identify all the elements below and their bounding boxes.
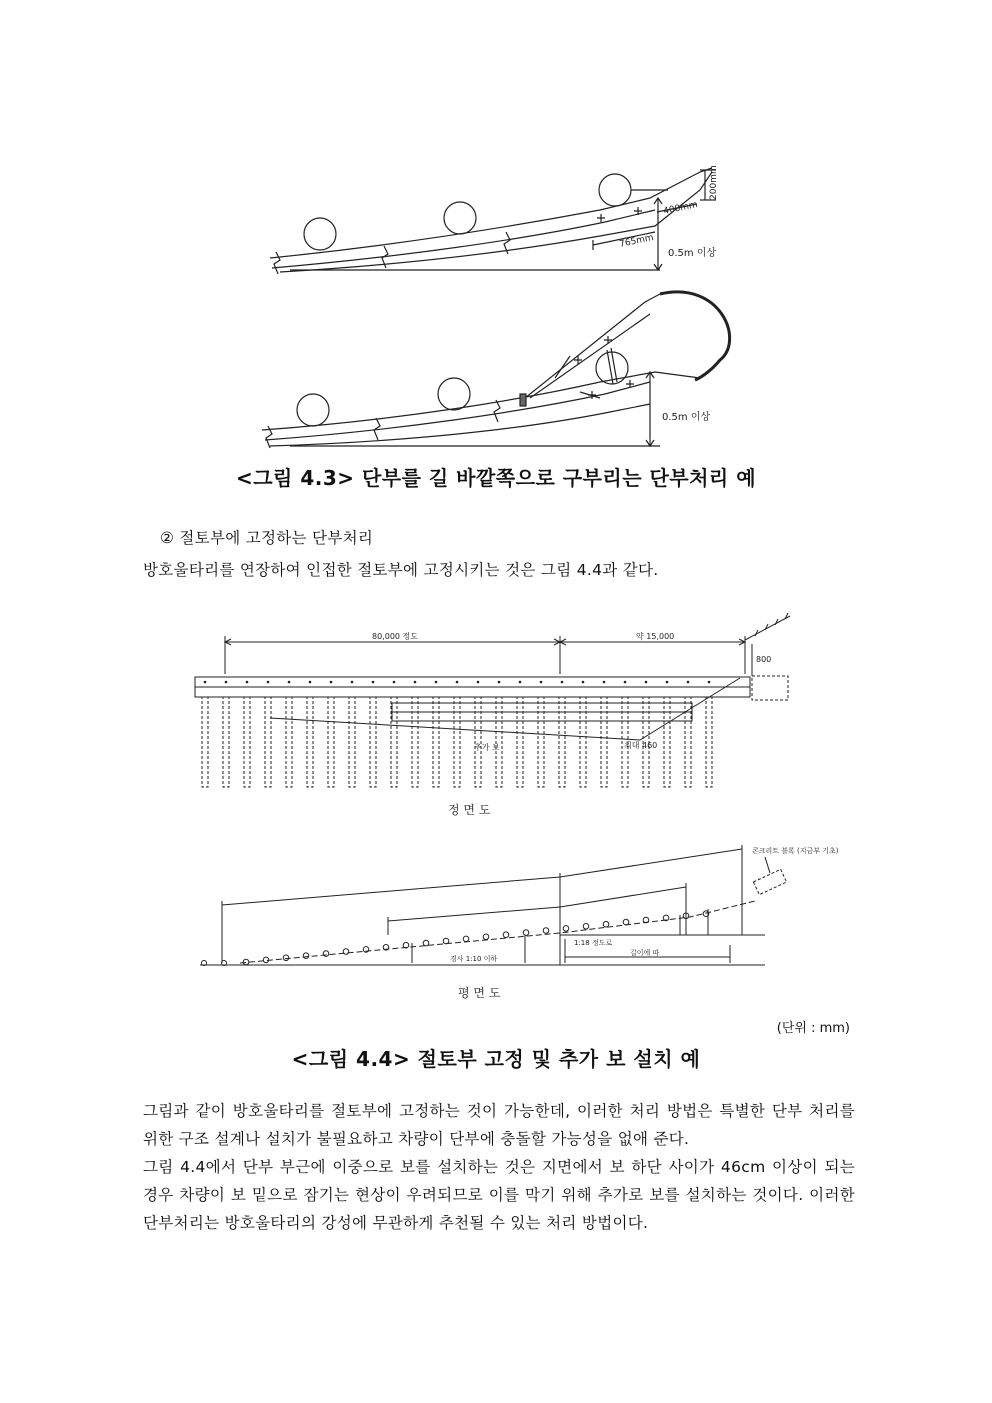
front-bolt	[498, 681, 501, 684]
plan-length-label: 길이에 따	[630, 949, 660, 957]
body-paragraph-1: 그림과 같이 방호울타리를 절토부에 고정하는 것이 가능한데, 이러한 처리 방법은 특별한 단부 처리를 위한 구조 설계나 설치가 불필요하고 차량이 단부에 충돌할 가능성을 없애 준다.	[143, 1102, 855, 1148]
plan-post	[603, 921, 609, 927]
plan-slope-label: 경사 1:10 이하	[450, 955, 498, 963]
front-bolt	[582, 681, 585, 684]
front-bolt	[561, 681, 564, 684]
front-bolt	[414, 681, 417, 684]
plan-post	[583, 924, 589, 930]
front-view-title: 정 면 도	[448, 803, 491, 817]
front-post	[496, 697, 502, 787]
plan-post	[423, 940, 429, 946]
front-post	[706, 697, 712, 787]
front-post	[580, 697, 586, 787]
plan-anchor-label: 콘크리트 블록 (지금부 기초)	[752, 847, 839, 855]
dim-200-label: 200mm	[709, 165, 719, 200]
plan-view-title: 평 면 도	[458, 986, 501, 1000]
front-post	[370, 697, 376, 787]
plan-post	[483, 934, 489, 940]
front-bolt	[246, 681, 249, 684]
height-label-bottom: 0.5m 이상	[662, 412, 711, 423]
front-bolt	[477, 681, 480, 684]
front-max-label: 최대 460	[624, 741, 658, 750]
plan-post	[623, 919, 629, 925]
front-bolt	[435, 681, 438, 684]
intro-text: 방호울타리를 연장하여 인접한 절토부에 고정시키는 것은 그림 4.4과 같다.	[143, 561, 659, 579]
figure-4-4-caption: <그림 4.4> 절토부 고정 및 추가 보 설치 예	[291, 1047, 701, 1071]
front-extra-beam-label: 추가 보	[474, 743, 500, 752]
plan-118-label: 1:18 정도로	[574, 939, 613, 947]
front-post	[559, 697, 565, 787]
plan-post	[243, 959, 249, 965]
unit-note: (단위 : mm)	[776, 1021, 850, 1036]
front-bolt	[225, 681, 228, 684]
front-bolt	[309, 681, 312, 684]
figure-4-3-bottom-drawing	[262, 292, 730, 448]
front-post	[475, 697, 481, 787]
body-paragraph-2: 그림 4.4에서 단부 부근에 이중으로 보를 설치하는 것은 지면에서 보 하단 사이가 46cm 이상이 되는 경우 차량이 보 밑으로 잠기는 현상이 우려되므로 이를 막기 위해 추가로 보를 설치하는 것이다. 이러한 단부처리는 방호울타리의 강성에 무관하게 추천될 수 있는 처리 방법이다.	[143, 1158, 855, 1232]
front-bolt	[687, 681, 690, 684]
front-post	[223, 697, 229, 787]
front-bolt	[288, 681, 291, 684]
front-post	[307, 697, 313, 787]
front-bolt	[204, 681, 207, 684]
front-bolt	[330, 681, 333, 684]
section-heading: ② 절토부에 고정하는 단부처리	[160, 529, 374, 547]
front-post	[454, 697, 460, 787]
front-post	[265, 697, 271, 787]
front-bolt	[603, 681, 606, 684]
dim-765-label: 765mm	[618, 232, 655, 250]
plan-post	[303, 953, 309, 959]
front-post	[601, 697, 607, 787]
plan-post	[323, 951, 329, 957]
front-post	[202, 697, 208, 787]
front-dim-800-label: 800	[756, 655, 772, 664]
front-bolt	[540, 681, 543, 684]
plan-post	[523, 930, 529, 936]
plan-post	[463, 936, 469, 942]
front-post	[244, 697, 250, 787]
figure-4-4-front-view	[0, 600, 992, 830]
front-bolt	[666, 681, 669, 684]
front-bolt	[393, 681, 396, 684]
plan-post	[443, 938, 449, 944]
front-bolt	[519, 681, 522, 684]
front-post	[412, 697, 418, 787]
front-bolt	[645, 681, 648, 684]
front-bolt	[372, 681, 375, 684]
figure-4-3	[0, 0, 992, 470]
figure-4-3-caption: <그림 4.3> 단부를 길 바깥쪽으로 구부리는 단부처리 예	[235, 466, 757, 490]
front-post	[664, 697, 670, 787]
height-label-top: 0.5m 이상	[668, 248, 717, 259]
front-post	[433, 697, 439, 787]
front-post	[538, 697, 544, 787]
front-bolt	[267, 681, 270, 684]
front-dim-right-label: 약 15,000	[636, 632, 675, 641]
front-bolt	[708, 681, 711, 684]
plan-post	[543, 928, 549, 934]
front-bolt	[624, 681, 627, 684]
dim-400-label: 400mm	[662, 199, 699, 217]
plan-post	[503, 932, 509, 938]
front-post	[517, 697, 523, 787]
front-bolt	[351, 681, 354, 684]
plan-post	[563, 926, 569, 932]
figure-4-4-plan-view	[0, 835, 992, 1005]
plan-post	[343, 949, 349, 955]
plan-post	[283, 955, 289, 961]
front-post	[286, 697, 292, 787]
front-bolt	[456, 681, 459, 684]
front-post	[349, 697, 355, 787]
front-post	[328, 697, 334, 787]
figure-4-3-top-drawing	[270, 168, 716, 274]
front-dim-left-label: 80,000 정도	[372, 632, 418, 641]
